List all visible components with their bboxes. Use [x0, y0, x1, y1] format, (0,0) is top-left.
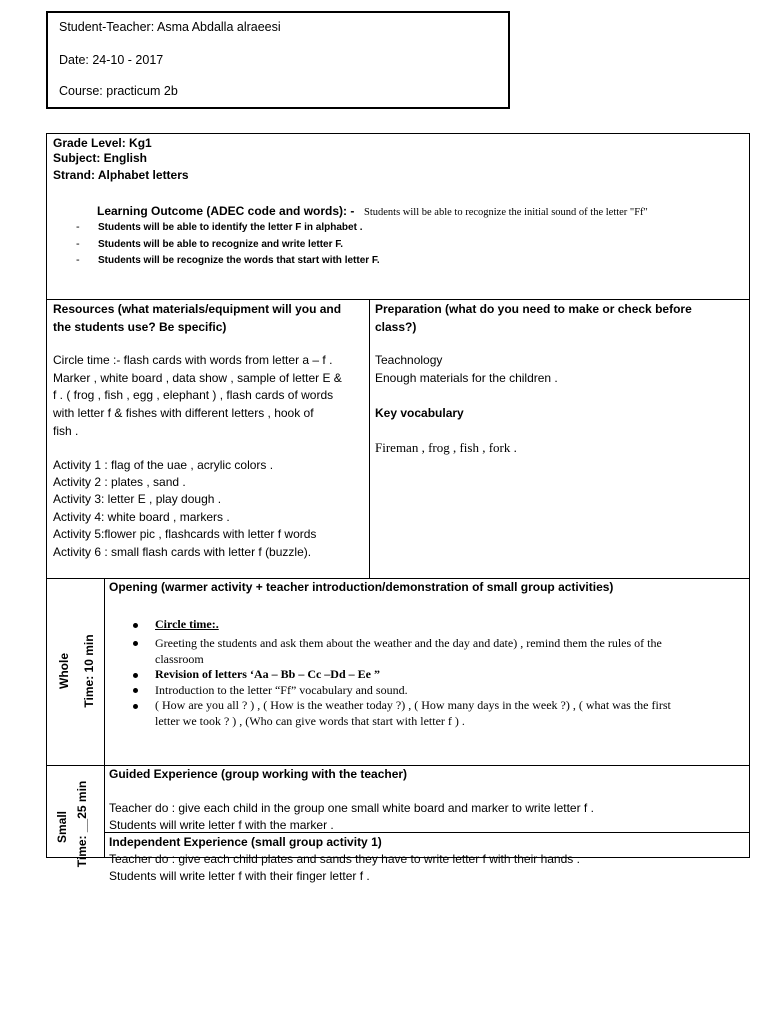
- activity-item: Activity 1 : flag of the uae , acrylic colors .: [53, 458, 274, 472]
- revision-bullet: Revision of letters ‘Aa – Bb – Cc –Dd – Ee ”: [155, 667, 380, 681]
- resources-heading: Resources (what materials/equipment will you and: [53, 302, 342, 316]
- independent-line: Students will write letter f with their finger letter f .: [109, 869, 370, 883]
- small-label: Small: [55, 811, 69, 844]
- circle-time-bullet: Circle time:.: [155, 617, 219, 631]
- independent-heading: Independent Experience (small group activity 1): [109, 835, 382, 849]
- opening-heading: Opening (warmer activity + teacher introduction/demonstration of small group activities): [109, 580, 614, 594]
- key-vocabulary: Fireman , frog , fish , fork .: [375, 440, 517, 455]
- opening-time: Time: 10 min: [82, 634, 96, 708]
- student-teacher: Student-Teacher: Asma Abdalla alraeesi: [59, 20, 281, 34]
- guided-heading: Guided Experience (group working with the teacher): [109, 767, 408, 781]
- activity-item: Activity 2 : plates , sand .: [53, 475, 186, 489]
- outcome-item: Students will be able to recognize and write letter F.: [98, 239, 344, 250]
- bullet-icon: [133, 623, 138, 628]
- grade-level: Grade Level: Kg1: [53, 136, 152, 150]
- activity-item: Activity 3: letter E , play dough .: [53, 492, 222, 506]
- circle-line: f . ( frog , fish , egg , elephant ) , flash cards of words: [53, 388, 334, 402]
- guided-line: Teacher do : give each child in the group one small white board and marker to write letter f .: [109, 801, 594, 815]
- key-vocabulary-label: Key vocabulary: [375, 406, 464, 420]
- outcome-dash: -: [76, 221, 80, 233]
- activity-item: Activity 5:flower pic , flashcards with letter f words: [53, 527, 317, 541]
- course: Course: practicum 2b: [59, 84, 178, 98]
- outcome-item: Students will be recognize the words that start with letter F.: [98, 255, 380, 266]
- resources-heading-2: the students use? Be specific): [53, 320, 227, 334]
- activity-item: Activity 4: white board , markers .: [53, 510, 230, 524]
- independent-line: Teacher do : give each child plates and sands they have to write letter f with their hands .: [109, 852, 580, 866]
- bullet-icon: [133, 641, 138, 646]
- learning-outcome-text: Students will be able to recognize the initial sound of the letter "Ff": [364, 207, 648, 218]
- preparation-heading: Preparation (what do you need to make or check before: [375, 302, 692, 316]
- opening-bullet: Greeting the students and ask them about the weather and the day and date) , remind them the rules of the: [155, 636, 662, 650]
- date: Date: 24-10 - 2017: [59, 53, 164, 67]
- opening-bullet-cont: letter we took ? ) , (Who can give words that start with letter f ) .: [155, 714, 465, 728]
- circle-line: Marker , white board , data show , sample of letter E &: [53, 371, 342, 385]
- preparation-heading-2: class?): [375, 320, 417, 334]
- bullet-icon: [133, 688, 138, 693]
- opening-bullet-cont: classroom: [155, 652, 204, 666]
- header-box: [46, 11, 510, 109]
- circle-line: Circle time :- flash cards with words from letter a – f .: [53, 353, 333, 367]
- outcome-dash: -: [76, 238, 80, 250]
- whole-label: Whole: [57, 653, 71, 689]
- circle-line: fish .: [53, 424, 79, 438]
- bullet-icon: [133, 673, 138, 678]
- bullet-icon: [133, 704, 138, 709]
- outcome-dash: -: [76, 254, 80, 266]
- preparation-item: Teachnology: [375, 353, 443, 367]
- circle-line: with letter f & fishes with different letters , hook of: [53, 406, 314, 420]
- preparation-item: Enough materials for the children .: [375, 371, 558, 385]
- small-time: Time: __25 min: [75, 780, 89, 868]
- subject: Subject: English: [53, 151, 148, 165]
- learning-outcome-label: Learning Outcome (ADEC code and words): -: [97, 204, 355, 218]
- activity-item: Activity 6 : small flash cards with letter f (buzzle).: [53, 545, 312, 559]
- guided-line: Students will write letter f with the marker .: [109, 818, 334, 832]
- outcome-item: Students will be able to identify the letter F in alphabet .: [98, 222, 363, 233]
- opening-bullet: Introduction to the letter “Ff” vocabulary and sound.: [155, 683, 408, 697]
- strand: Strand: Alphabet letters: [53, 168, 189, 182]
- opening-bullet: ( How are you all ? ) , ( How is the weather today ?) , ( How many days in the week ?) , ( what was the first: [155, 698, 671, 712]
